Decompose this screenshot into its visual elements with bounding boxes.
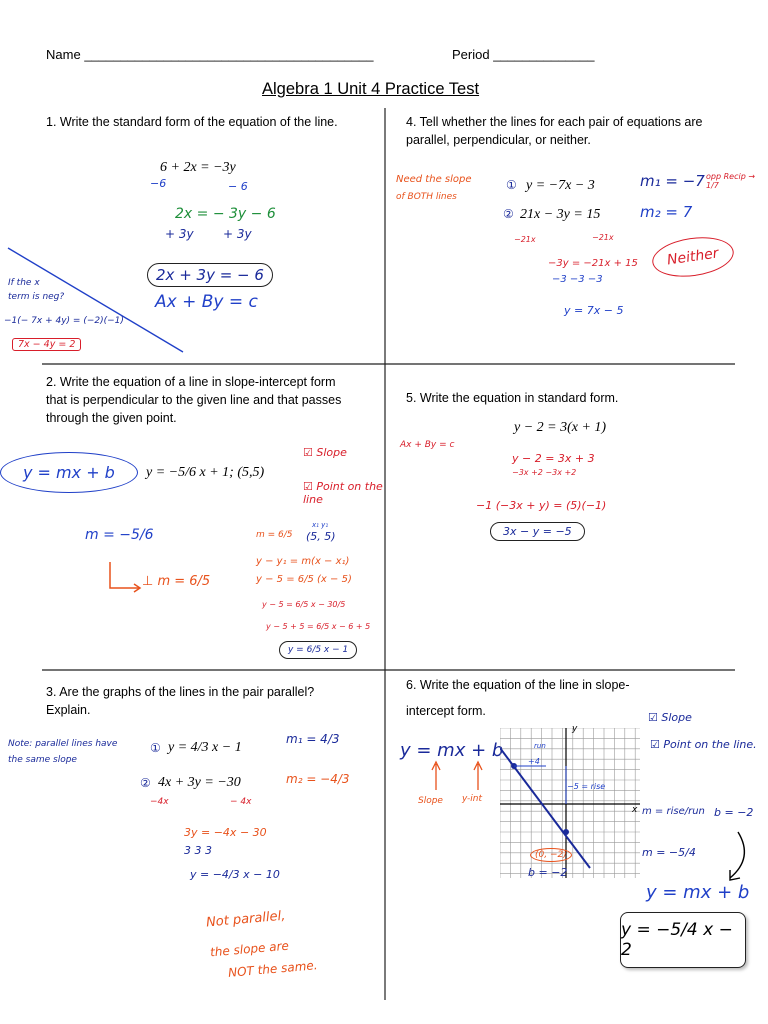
q3-answer-1: Not parallel,: [205, 908, 286, 931]
q5-prompt: 5. Write the equation in standard form.: [406, 391, 619, 405]
q3-slope-2: m₂ = −4/3: [286, 772, 350, 786]
q6-check-1: [648, 711, 692, 724]
q6-y-axis-label: y: [572, 724, 578, 734]
q2-arrow: [106, 560, 146, 600]
q6-check-2: [650, 738, 760, 751]
q6-point-label: (0, −2): [530, 848, 572, 862]
q1-work-5: + 3y: [223, 227, 252, 241]
q4-opp-recip: opp Recip → 1/7: [706, 172, 756, 190]
q5-answer-box: 3x − y = −5: [490, 522, 585, 541]
q2-form: y = mx + b: [0, 452, 138, 493]
q6-check-box-1[interactable]: ☑: [648, 711, 658, 724]
q2-step-3: y − 5 = 6/5 (x − 5): [256, 574, 352, 585]
q6-b-arrow: [718, 828, 758, 888]
q3-work-4: 3 3 3: [184, 844, 212, 857]
q1-standard-form: Ax + By = c: [155, 292, 258, 312]
q4-work-4: −3 −3 −3: [552, 274, 603, 285]
period-line[interactable]: ______________: [493, 47, 595, 62]
q4-work-1: −21x: [514, 235, 536, 244]
q3-note: Note: parallel lines have the same slope: [8, 739, 118, 765]
q5-work-3: −1 (−3x + y) = (5)(−1): [476, 499, 607, 512]
name-label: Name: [46, 47, 81, 62]
q1-equation: 6 + 2x = −3y: [160, 160, 236, 175]
q6-run-label: run: [534, 742, 546, 750]
q3-prompt: 3. Are the graphs of the lines in the pair parallel? Explain.: [46, 685, 315, 717]
q3-answer-2: the slope are: [209, 938, 290, 960]
q2-prompt: 2. Write the equation of a line in slope-intercept form that is perpendicular to the given line and that passes through the given point.: [46, 375, 342, 425]
q5-form: Ax + By = c: [400, 440, 455, 450]
q2-equation: y = −5/6 x + 1; (5,5): [146, 465, 265, 480]
q2-check-2: [303, 480, 383, 506]
q2-step-1c: (5, 5): [306, 530, 336, 543]
period-label: Period: [452, 47, 490, 62]
q3-slope-1: m₁ = 4/3: [286, 732, 340, 746]
q6-rise-label: −5 = rise: [567, 782, 606, 791]
q6-plus-four: +4: [528, 757, 540, 766]
q2-check-1: [303, 446, 347, 459]
q2-perp-slope: ⊥ m = 6/5: [142, 574, 211, 589]
name-line[interactable]: ________________________________________: [84, 47, 374, 62]
q4-prompt: 4. Tell whether the lines for each pair of equations are parallel, perpendicular, or neither.: [406, 115, 703, 147]
q6-yint-label: y-int: [462, 794, 482, 804]
q1-note-2: term is neg?: [8, 292, 65, 302]
q4-equation-2: 21x − 3y = 15: [520, 207, 601, 222]
q5-work-2: −3x +2 −3x +2: [512, 468, 577, 477]
q6-form: y = mx + b: [400, 740, 504, 761]
q4-note-2: of BOTH lines: [396, 192, 457, 202]
q1-note-3: −1(− 7x + 4y) = (−2)(−1): [4, 316, 124, 326]
q5-equation: y − 2 = 3(x + 1): [514, 420, 607, 435]
q4-note-1: Need the slope: [396, 174, 472, 185]
q1-note-4: 7x − 4y = 2: [12, 338, 81, 351]
q4-slope-1: m₁ = −7: [640, 172, 705, 190]
q6-x-axis-label: x: [632, 805, 638, 815]
q1-prompt: 1. Write the standard form of the equation of the line.: [46, 115, 338, 129]
q6-answer-box: y = −5/4 x − 2: [620, 912, 746, 968]
q6-b-value: b = −2: [714, 806, 754, 819]
q1-work-3: 2x = − 3y − 6: [175, 206, 276, 222]
q3-work-1: −4x: [150, 797, 169, 807]
q4-slope-2: m₂ = 7: [640, 203, 693, 221]
q2-check-2-label: Point on the line: [303, 480, 383, 506]
q6-b-graph: b = −2: [528, 866, 568, 879]
q2-check-box-2[interactable]: ☑: [303, 480, 313, 493]
q2-step-4: y − 5 = 6/5 x − 30/5: [262, 600, 346, 609]
q4-equation-1: y = −7x − 3: [526, 178, 595, 193]
q2-answer-box: y = 6/5 x − 1: [279, 641, 357, 659]
q3-equation-2: 4x + 3y = −30: [158, 775, 241, 790]
q6-point-intercept: [563, 829, 569, 835]
page-title: Algebra 1 Unit 4 Practice Test: [262, 80, 480, 98]
q2-slope: m = −5/6: [85, 527, 154, 543]
q4-mark-1: ①: [506, 178, 517, 192]
q4-work-2: −21x: [592, 233, 614, 242]
q1-answer-box: 2x + 3y = − 6: [147, 263, 273, 287]
q1-work-1: −6: [150, 177, 167, 190]
q6-form-2: y = mx + b: [646, 882, 750, 903]
q6-check-1-label: Slope: [661, 711, 692, 724]
q1-work-4: + 3y: [165, 227, 194, 241]
q3-work-2: − 4x: [230, 797, 252, 807]
q2-step-2: y − y₁ = m(x − x₁): [256, 556, 350, 567]
q5-work-1: y − 2 = 3x + 3: [512, 452, 595, 465]
q6-check-2-label: Point on the line.: [663, 738, 757, 751]
q6-prompt-2: intercept form.: [406, 704, 486, 718]
q3-equation-1: y = 4/3 x − 1: [168, 740, 242, 755]
q3-answer-3: NOT the same.: [227, 958, 319, 980]
q2-step-1: m = 6/5: [256, 530, 293, 540]
q6-form-arrows: [420, 758, 510, 798]
q2-check-box-1[interactable]: ☑: [303, 446, 313, 459]
q2-step-1b: x₁ y₁: [312, 521, 329, 529]
q6-prompt-1: 6. Write the equation of the line in slope-: [406, 678, 630, 692]
q1-work-2: − 6: [228, 180, 248, 193]
q4-mark-2: ②: [503, 207, 514, 221]
q6-m-value: m = −5/4: [642, 846, 696, 859]
q3-mark-2: ②: [140, 776, 151, 790]
q2-step-5: y − 5 + 5 = 6/5 x − 6 + 5: [266, 622, 371, 631]
q4-work-3: −3y = −21x + 15: [548, 258, 638, 269]
q6-m-formula: m = rise/run: [642, 806, 705, 817]
q6-check-box-2[interactable]: ☑: [650, 738, 660, 751]
q3-work-3: 3y = −4x − 30: [184, 826, 267, 839]
q4-answer: Neither: [650, 232, 736, 281]
q4-work-5: y = 7x − 5: [564, 304, 624, 317]
q2-check-1-label: Slope: [316, 446, 347, 459]
q6-slope-label: Slope: [418, 796, 443, 806]
q1-note-1: If the x: [8, 278, 40, 288]
q3-mark-1: ①: [150, 741, 161, 755]
q3-work-5: y = −4/3 x − 10: [190, 868, 280, 881]
